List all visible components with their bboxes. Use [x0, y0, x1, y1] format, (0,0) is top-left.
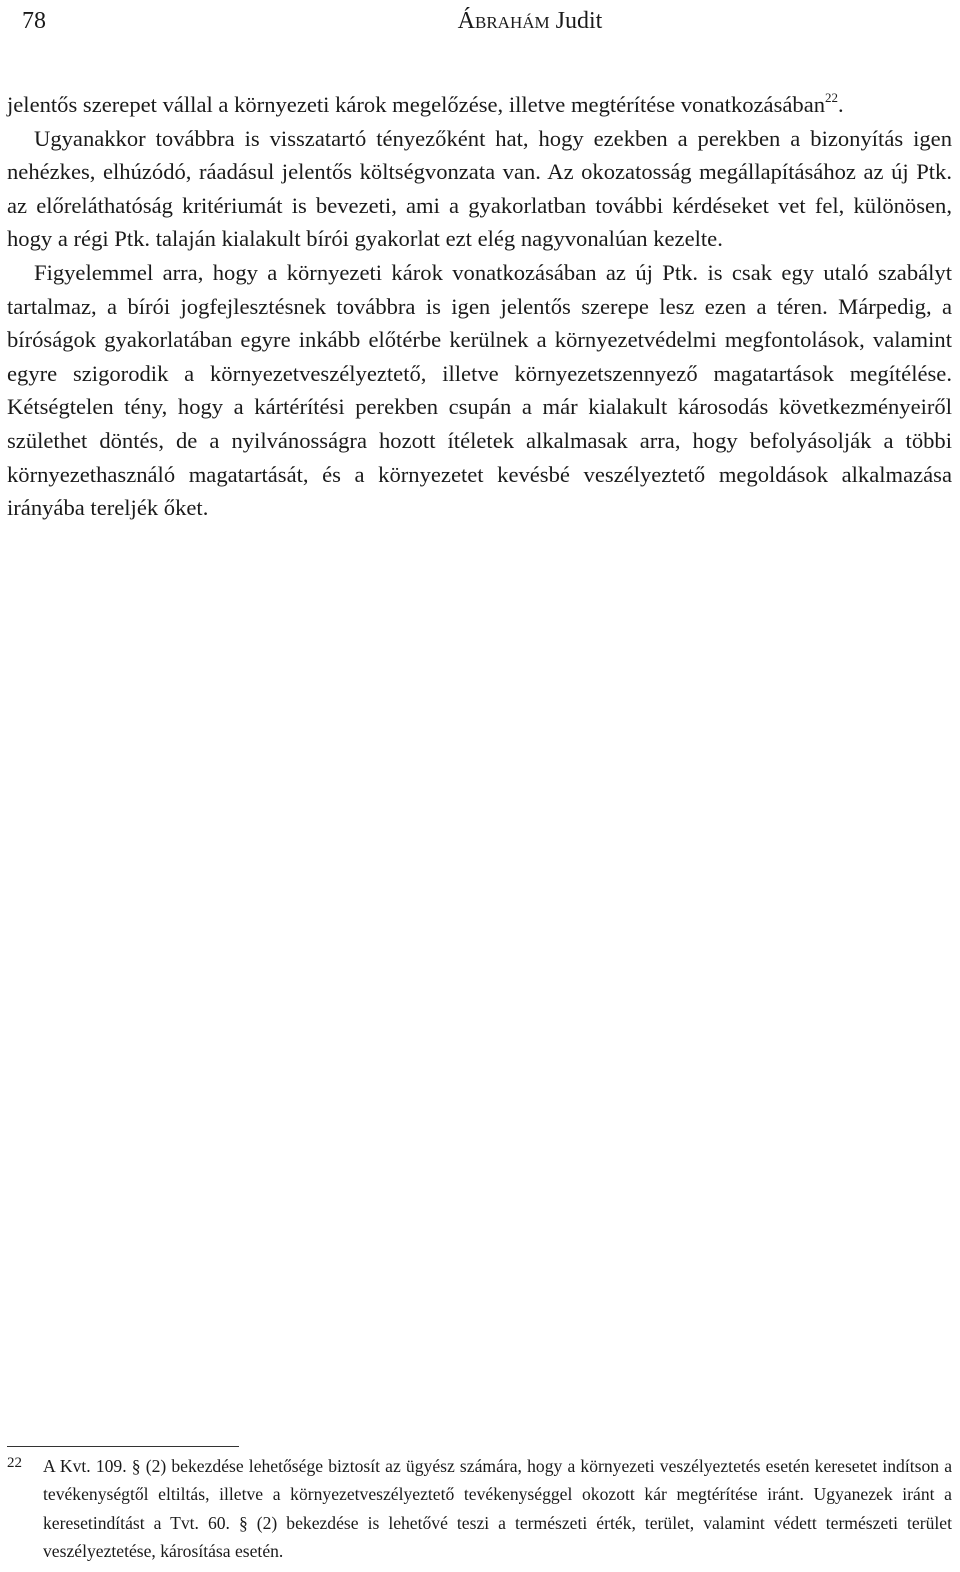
paragraph-1-text: jelentős szerepet vállal a környezeti károk megelőzése, illetve megtérítése vonatkozásában [7, 92, 826, 117]
footnote-text: A Kvt. 109. § (2) bekezdése lehetősége biztosít az ügyész számára, hogy a környezeti veszélyeztetés esetén keresetet indítson a tevékenységtől eltiltás, illetve a környezetveszélyeztető tevékenységgel okozott kár megtérítése iránt. Ugyanezek iránt a keresetindítást a Tvt. 60. § (2) bekezdése is lehetővé teszi a természeti érték, terület, valamint védett természeti terület veszélyeztetése, károsítása esetén. [43, 1456, 952, 1562]
paragraph-3: Figyelemmel arra, hogy a környezeti károk vonatkozásában az új Ptk. is csak egy utaló szabályt tartalmaz, a bírói jogfejlesztésnek továbbra is igen jelentős szerepe lesz ezen a téren. Márpedig, a bíróságok gyakorlatában egyre inkább előtérbe kerülnek a környezetvédelmi megfontolások, valamint egyre szigorodik a környezetveszélyeztető, illetve környezetszennyező magatartások megítélése. Kétségtelen tény, hogy a kártérítési perekben csupán a már kialakult károsodás következményeiről születhet döntés, de a nyilvánosságra hozott ítéletek alkalmasak arra, hogy befolyásolják a többi környezethasználó magatartását, és a környezetet kevésbé veszélyeztető megoldások alkalmazása irányába tereljék őket. [7, 259, 952, 521]
page-number: 78 [22, 8, 46, 34]
footnote-reference[interactable]: 22 [825, 90, 839, 105]
footnote [7, 1452, 952, 1566]
author-surname: Ábrahám [457, 8, 550, 34]
running-title [8, 6, 952, 36]
footnotes [7, 1452, 952, 1566]
paragraph-1 [7, 88, 952, 122]
paragraph-2: Ugyanakkor továbbra is visszatartó tényezőként hat, hogy ezekben a perekben a bizonyítás igen nehézkes, elhúzódó, ráadásul jelentős költségvonzata van. Az okozatosság megállapításához az új Ptk. az előreláthatóság kritériumát is bevezeti, ami a gyakorlatban további kérdéseket vet fel, különösen, hogy a régi Ptk. talaján kialakult bírói gyakorlat ezt elég nagyvonalúan kezelte. [7, 125, 952, 252]
body-text [7, 88, 952, 525]
footnote-number: 22 [7, 1455, 22, 1471]
footnote-separator [7, 1446, 239, 1447]
paragraph-1-text-after: . [838, 92, 844, 117]
running-head [8, 6, 952, 36]
author-given-name: Judit [555, 8, 603, 34]
